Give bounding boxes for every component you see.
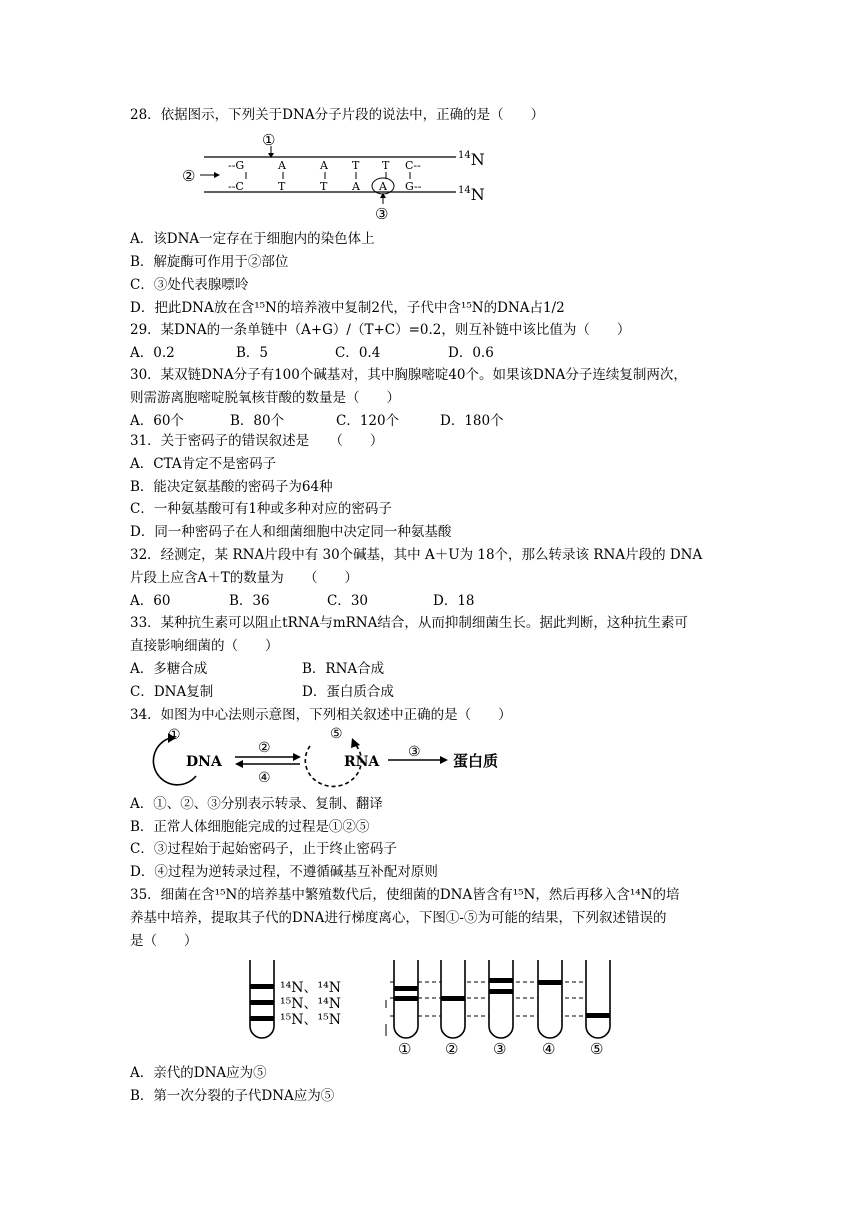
q33-stem-line2: 直接影响细菌的（ ） — [130, 638, 279, 654]
q34-option-b: B．正常人体细胞能完成的过程是①②⑤ — [130, 819, 370, 835]
q28-option-b: B．解旋酶可作用于②部位 — [130, 254, 289, 270]
bottom-base-3: T — [320, 180, 328, 193]
top-base-4: T — [352, 159, 360, 172]
rna-label: RNA — [344, 754, 380, 770]
marker-4: ④ — [258, 770, 271, 786]
q35-option-b: B．第一次分裂的子代DNA应为⑤ — [130, 1088, 335, 1104]
tube-label-5: ⑤ — [590, 1040, 604, 1058]
q32-option-c: C．30 — [327, 593, 369, 609]
q35-stem-line1: 35．细菌在含¹⁵N的培养基中繁殖数代后，使细菌的DNA皆含有¹⁵N，然后再移入含¹⁴N的培 — [130, 887, 680, 903]
q34-option-d: D．④过程为逆转录过程，不遵循碱基互补配对原则 — [130, 864, 438, 880]
reference-tube — [250, 960, 274, 1038]
q30-option-a: A．60个 — [130, 413, 184, 429]
q30-option-b: B．80个 — [230, 413, 285, 429]
q29-option-b: B．5 — [236, 345, 269, 361]
bottom-base-6: G-- — [405, 180, 422, 193]
marker-1: ① — [168, 727, 181, 743]
bottom-base-4: A — [352, 180, 360, 193]
q33-option-b: B．RNA合成 — [302, 661, 385, 677]
q31-option-b: B．能决定氨基酸的密码子为64种 — [130, 479, 333, 495]
ref-label-14n-14n: ¹⁴N、¹⁴N — [280, 980, 341, 996]
q28-stem: 28．依据图示，下列关于DNA分子片段的说法中，正确的是（ ） — [130, 107, 545, 123]
tube-3 — [489, 960, 513, 1038]
tube-2 — [441, 960, 465, 1038]
dna-fragment-figure — [180, 128, 510, 224]
q32-stem-line2: 片段上应含A＋T的数量为 （ ） — [130, 570, 359, 586]
q33-option-c: C．DNA复制 — [130, 684, 214, 700]
marker-2: ② — [182, 167, 196, 185]
label-14n-top: $^{14}$N — [458, 150, 485, 169]
ref-label-15n-14n: ¹⁵N、¹⁴N — [280, 996, 341, 1012]
central-dogma-figure — [140, 726, 540, 790]
tube-5 — [586, 960, 610, 1038]
q33-option-a: A．多糖合成 — [130, 661, 208, 677]
q30-option-d: D．180个 — [440, 413, 504, 429]
q30-stem-line1: 30．某双链DNA分子有100个碱基对，其中胸腺嘧啶40个。如果该DNA分子连续复制两次， — [130, 367, 687, 383]
q29-option-c: C．0.4 — [335, 345, 381, 361]
q33-stem-line1: 33．某种抗生素可以阻止tRNA与mRNA结合，从而抑制细菌生长。据此判断，这种抗生素可 — [130, 615, 688, 631]
q32-stem-line1: 32．经测定，某 RNA片段中有 30个碱基，其中 A＋U为 18个，那么转录该 RNA片段的 DNA — [130, 547, 703, 563]
q30-option-c: C．120个 — [336, 413, 400, 429]
q32-option-b: B．36 — [229, 593, 270, 609]
marker-3: ③ — [375, 205, 389, 223]
protein-label: 蛋白质 — [453, 752, 499, 770]
q33-option-d: D．蛋白质合成 — [302, 684, 394, 700]
q31-option-a: A．CTA肯定不是密码子 — [130, 456, 277, 472]
q34-stem: 34．如图为中心法则示意图，下列相关叙述中正确的是（ ） — [130, 707, 512, 723]
tube-4 — [538, 960, 562, 1038]
marker-3: ③ — [408, 744, 421, 760]
q29-option-a: A．0.2 — [130, 345, 175, 361]
marker-1: ① — [262, 131, 276, 149]
q28-option-c: C．③处代表腺嘌呤 — [130, 277, 249, 293]
top-base-5: T — [382, 159, 390, 172]
q31-option-d: D．同一种密码子在人和细菌细胞中决定同一种氨基酸 — [130, 524, 452, 540]
q31-option-c: C．一种氨基酸可有1种或多种对应的密码子 — [130, 501, 392, 517]
marker-2: ② — [258, 740, 271, 756]
bottom-base-2: T — [278, 180, 286, 193]
q32-option-d: D．18 — [433, 593, 475, 609]
top-base-1: --G — [228, 159, 245, 172]
top-base-6: C-- — [405, 159, 421, 172]
tube-label-2: ② — [445, 1040, 459, 1058]
q35-option-a: A．亲代的DNA应为⑤ — [130, 1065, 267, 1081]
label-14n-bottom: $^{14}$N — [458, 185, 485, 204]
tube-1 — [394, 960, 418, 1038]
dna-label: DNA — [186, 754, 222, 770]
bottom-base-5: A — [379, 180, 387, 193]
q35-stem-line3: 是（ ） — [130, 933, 198, 949]
centrifuge-tubes-figure — [240, 956, 640, 1060]
bottom-base-1: --C — [228, 180, 244, 193]
tube-label-3: ③ — [493, 1040, 507, 1058]
q35-stem-line2: 养基中培养，提取其子代的DNA进行梯度离心，下图①-⑤为可能的结果，下列叙述错误的 — [130, 910, 667, 926]
top-base-2: A — [278, 159, 286, 172]
marker-5: ⑤ — [330, 726, 343, 742]
q31-stem: 31．关于密码子的错误叙述是 （ ） — [130, 433, 384, 449]
q30-stem-line2: 则需游离胞嘧啶脱氧核苷酸的数量是（ ） — [130, 390, 400, 406]
q29-stem: 29．某DNA的一条单链中（A+G）/（T+C）=0.2，则互补链中该比值为（ ） — [130, 322, 631, 338]
top-base-3: A — [320, 159, 328, 172]
tube-label-1: ① — [398, 1040, 412, 1058]
q34-option-c: C．③过程始于起始密码子，止于终止密码子 — [130, 841, 397, 857]
q28-option-a: A．该DNA一定存在于细胞内的染色体上 — [130, 231, 375, 247]
q32-option-a: A．60 — [130, 593, 171, 609]
q34-option-a: A．①、②、③分别表示转录、复制、翻译 — [130, 796, 383, 812]
tube-label-4: ④ — [542, 1040, 556, 1058]
q29-option-d: D．0.6 — [448, 345, 494, 361]
q28-option-d: D．把此DNA放在含¹⁵N的培养液中复制2代，子代中含¹⁵N的DNA占1/2 — [130, 300, 565, 316]
ref-label-15n-15n: ¹⁵N、¹⁵N — [280, 1012, 341, 1028]
